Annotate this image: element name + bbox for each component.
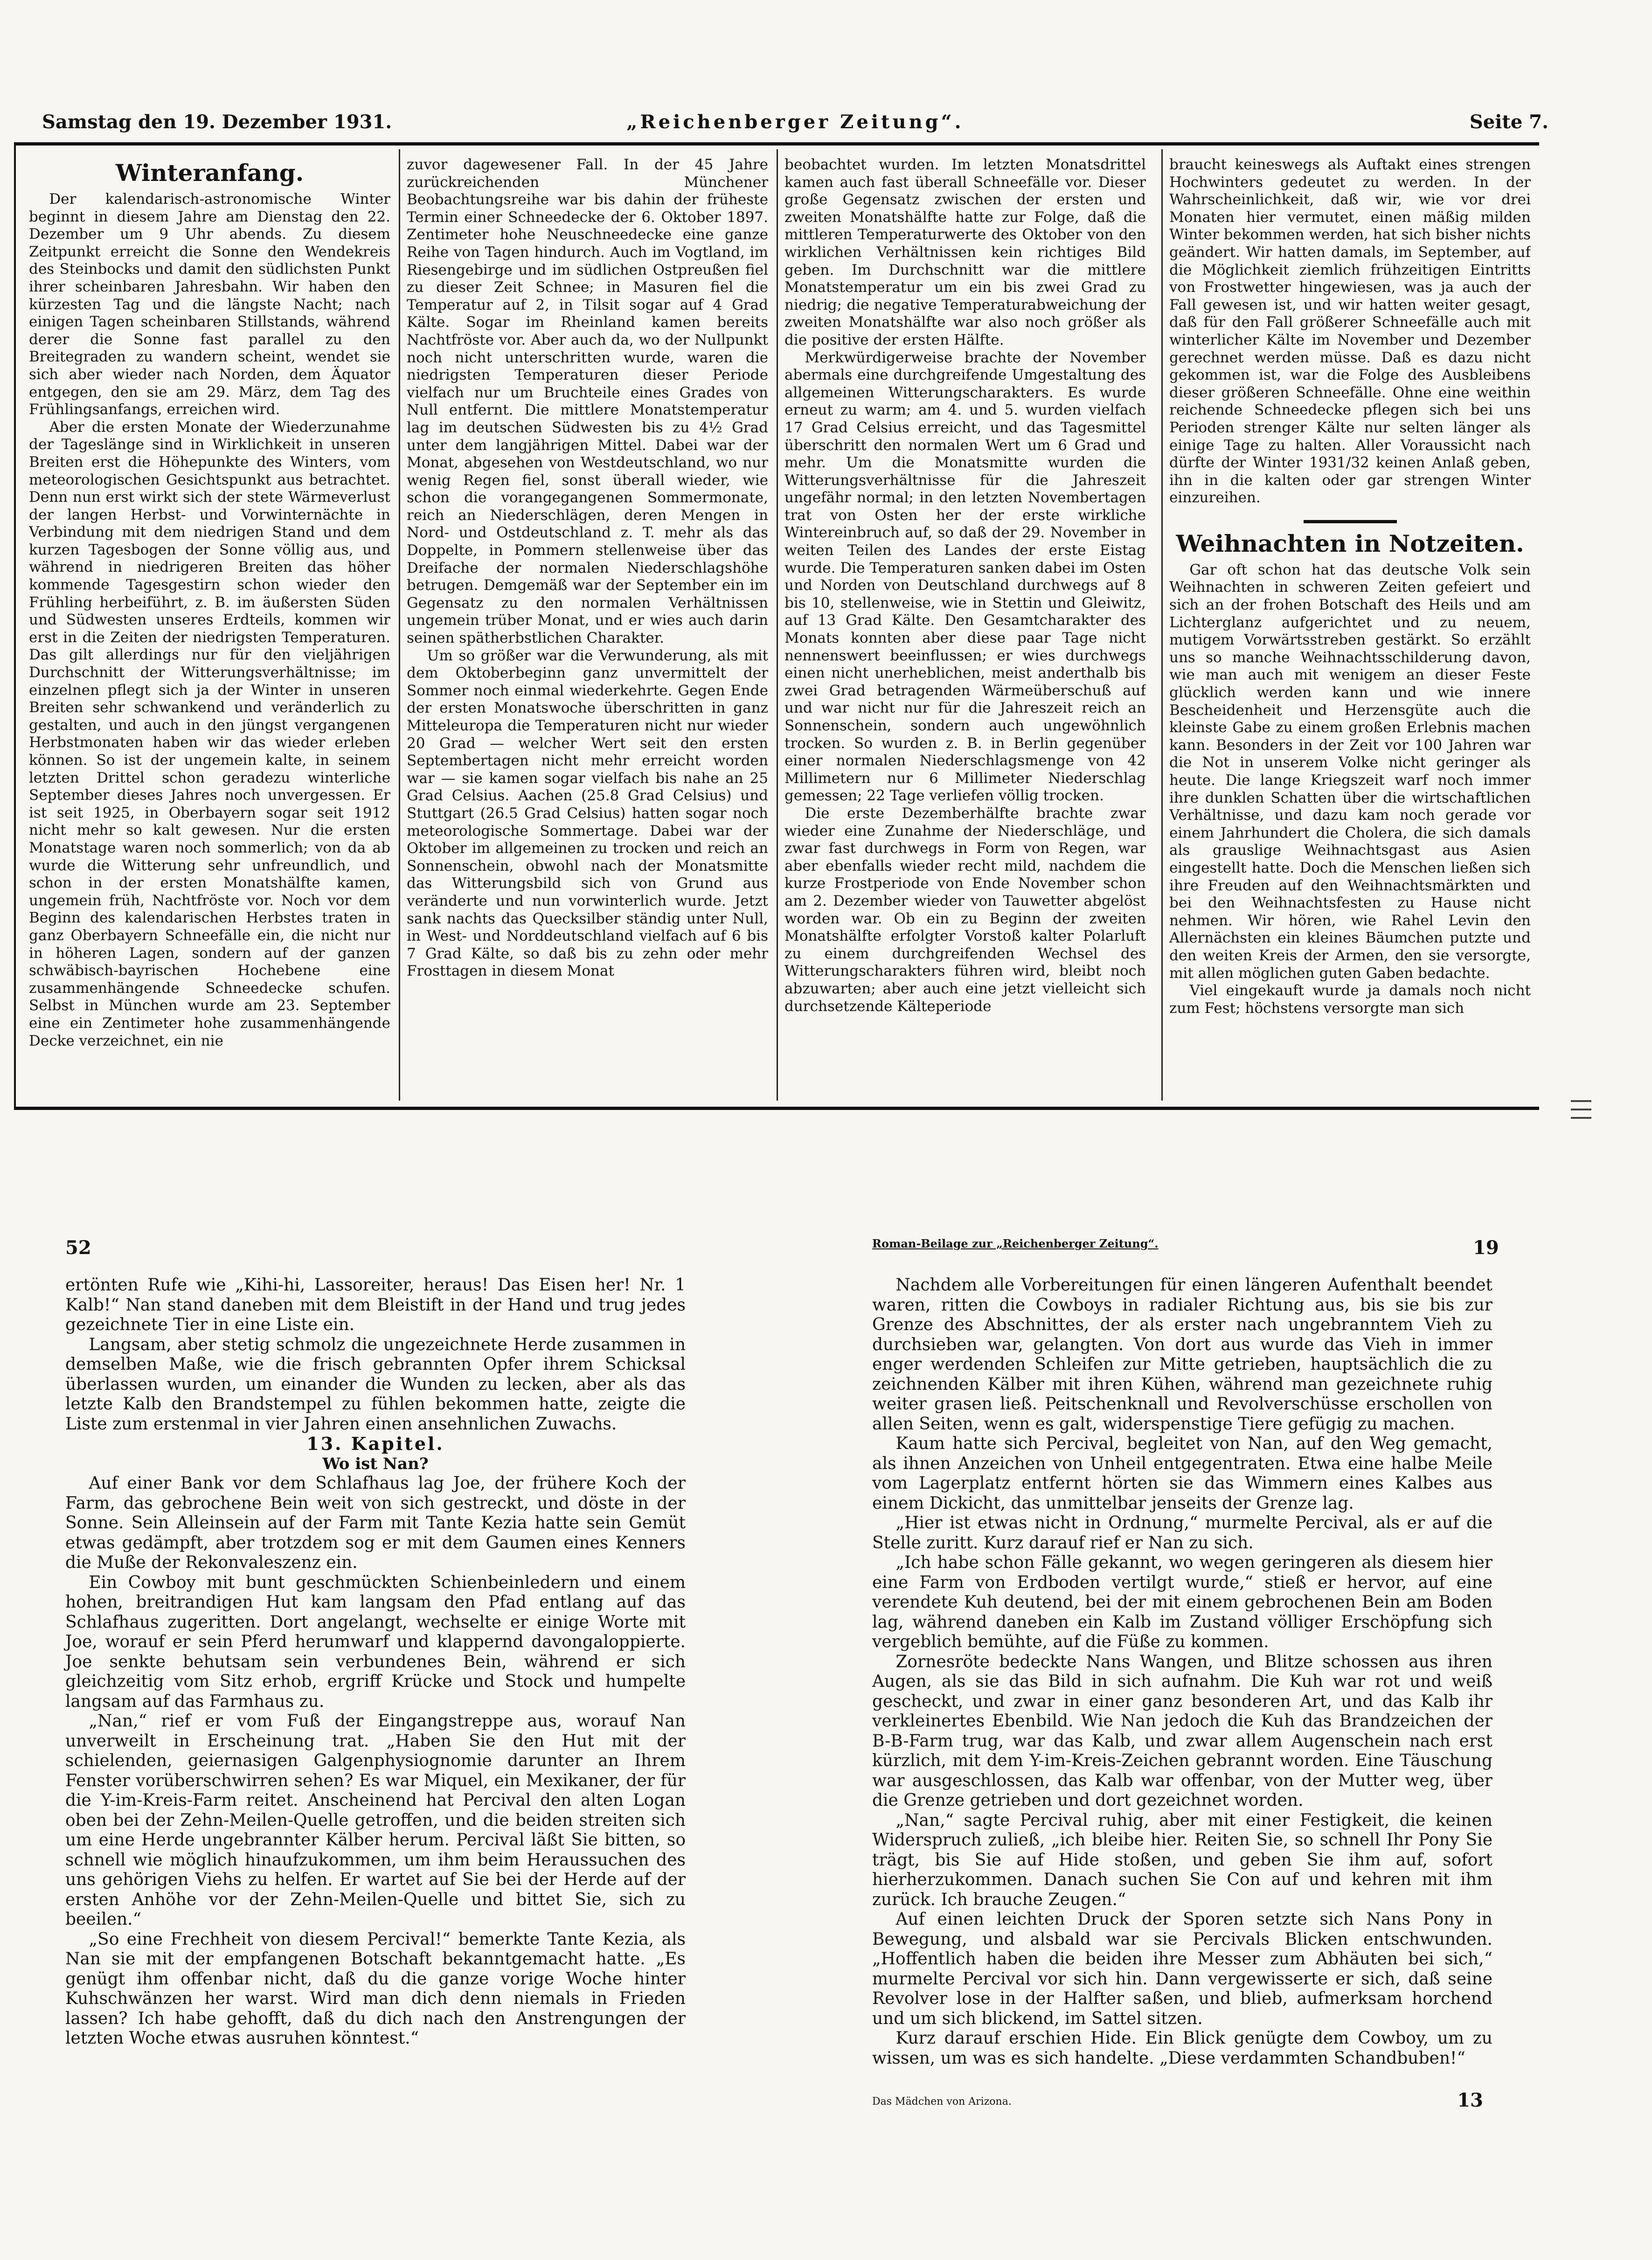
chapter-subheading: Wo ist Nan?: [322, 1454, 429, 1473]
news-column-4: [1169, 156, 1531, 1098]
paragraph: Viel eingekauft wurde ja damals noch nicht zum Fest; höchstens versorgte man sich: [1169, 982, 1531, 1017]
header-page-number: Seite 7.: [1469, 111, 1548, 133]
page-header: [42, 111, 1548, 144]
header-newspaper-title: „Reichenberger Zeitung“.: [626, 111, 964, 133]
paragraph: Langsam, aber stetig schmolz die ungezeichnete Herde zusammen in demselben Maße, wie die frisch gebrannten Opfer ihrem Schicksal überlassen wurden, um einander die Wunden zu lecken, aber als das letzte Kalb den Brandstempel zu fühlen bekommen hatte, zeigte die Liste zum erstenmal in vier Jahren einen ansehnlichen Zuwachs.: [65, 1335, 686, 1434]
chapter-heading: 13. Kapitel.: [306, 1433, 444, 1454]
paragraph: beobachtet wurden. Im letzten Monatsdrittel kamen auch fast überall Schneefälle vor. Dieser große Gegensatz zwischen der ersten und zweiten Monatshälfte hatte zur Folge, daß die mittleren Temperaturwerte des Oktober von den wirklichen Verhältnissen kein richtiges Bild geben. Im Durchschnitt war die mittlere Monatstemperatur um ein bis zwei Grad zu niedrig; die negative Temperaturabweichung der zweiten Monatshälfte war also noch größer als die positive der ersten Hälfte.: [784, 156, 1146, 348]
footer-page-number: 13: [1457, 2089, 1483, 2111]
paragraph: Die erste Dezemberhälfte brachte zwar wieder eine Zunahme der Niederschläge, und zwar fast durchwegs in Form von Regen, war aber ebenfalls wieder recht mild, nachdem die kurze Frostperiode von Ende November schon am 2. Dezember wieder von Tauwetter abgelöst worden war. Ob ein zu Beginn der zweiten Monatshälfte erfolgter Vorstoß kalter Polarluft zu einem durchgreifenden Wechsel des Witterungscharakters führen wird, bleibt noch abzuwarten; aber auch eine jetzt vielleicht sich durchsetzende Kälteperiode: [784, 804, 1146, 1015]
news-column-2: [407, 156, 768, 1098]
footer-book-title: Das Mädchen von Arizona.: [872, 2096, 1012, 2107]
paragraph: Der kalendarisch-astronomische Winter beginnt in diesem Jahre am Dienstag den 22. Dezember um 9 Uhr abends. Zu diesem Zeitpunkt erreicht die Sonne den Wendekreis des Steinbocks und damit den südlichsten Punkt ihrer scheinbaren Jahresbahn. Wir haben den kürzesten Tag und die längste Nacht; nach einigen Tagen scheinbaren Stillstands, während derer die Sonne fast parallel zu den Breitegraden zu wandern scheint, wendet sie sich aber wieder nach Norden, dem Äquator entgegen, den sie am 29. März, dem Tag des Frühlingsanfangs, erreichen wird.: [29, 191, 390, 418]
paragraph: „Hier ist etwas nicht in Ordnung,“ murmelte Percival, als er auf die Stelle zuritt. Kurz darauf rief er Nan zu sich.: [872, 1513, 1492, 1553]
section-divider: [1304, 520, 1397, 523]
novel-left-page: [65, 1276, 686, 2260]
header-date: Samstag den 19. Dezember 1931.: [42, 111, 392, 133]
paragraph: „So eine Frechheit von diesem Percival!“ bemerkte Tante Kezia, als Nan sie mit der empfangenen Botschaft bekanntgemacht hatte. „Es genügt ihm offenbar nicht, daß du die ganze vorige Woche hinter Kuhschwänzen her warst. Wird man dich denn niemals in Frieden lassen? Ich habe gehofft, daß du dich nach den Anstrengungen der letzten Woche etwas ausruhen könntest.“: [65, 1929, 686, 2048]
margin-scan-marks: [1571, 1094, 1594, 1150]
paragraph: Ein Cowboy mit bunt geschmückten Schienbeinledern und einem hohen, breitrandigen Hut kam langsam den Pfad entlang auf das Schlafhaus zugeritten. Dort angelangt, wechselte er einige Worte mit Joe, worauf er sein Pferd herumwarf und klappernd davongaloppierte. Joe senkte behutsam sein verbundenes Bein, während er sich gleichzeitig vom Sitz erhob, ergriff Krücke und Stock und humpelte langsam auf das Farmhaus zu.: [65, 1573, 686, 1711]
paragraph: Um so größer war die Verwunderung, als mit dem Oktoberbeginn ganz unvermittelt der Sommer noch einmal wiederkehrte. Gegen Ende der ersten Monatswoche überschritten in ganz Mitteleuropa die Temperaturen nicht nur wieder 20 Grad — welcher Wert seit den ersten Septembertagen nicht mehr erreicht worden war — sie kamen sogar vielfach bis nahe an 25 Grad Celsius. Aachen (25.8 Grad Celsius) und Stuttgart (26.5 Grad Celsius) hatten sogar noch meteorologische Sommertage. Dabei war der Oktober im allgemeinen zu trocken und reich an Sonnenschein, obwohl nach der Monatsmitte das Witterungsbild sich von Grund aus veränderte und nun vorwinterlich wurde. Jetzt sank nachts das Quecksilber ständig unter Null, in West- und Norddeutschland vielfach auf 6 bis 7 Grad Kälte, so daß bis zu zehn oder mehr Frosttagen in diesem Monat: [407, 647, 768, 980]
paragraph: Aber die ersten Monate der Wiederzunahme der Tageslänge sind in Wirklichkeit in unseren Breiten erst die Höhepunkte des Winters, vom meteorologischen Gesichtspunkt aus betrachtet. Denn nun erst wirkt sich der stete Wärmeverlust der langen Herbst- und Vorwinternächte in Verbindung mit dem niedrigen Stand und dem kurzen Tagesbogen der Sonne völlig aus, und während in niedrigeren Breiten das höher kommende Tagesgestirn schon wieder den Frühling herbeiführt, z. B. im äußersten Süden und Südwesten unseres Erdteils, kommen wir erst in die Zeiten der niedrigsten Temperaturen. Das gilt allerdings nur für den vieljährigen Durchschnitt der Witterungsverhältnisse; im einzelnen pflegt sich ja der Winter in unseren Breiten sehr schwankend und veränderlich zu gestalten, und auch in den jüngst vergangenen Herbstmonaten haben wir das wieder erleben können. So ist der ungemein kalte, in seinem letzten Drittel schon geradezu winterliche September dieses Jahres noch unvergessen. Er ist seit 1925, in Oberbayern sogar seit 1912 nicht mehr so kalt gewesen. Nur die ersten Monatstage waren noch sommerlich; von da ab wurde die Witterung sehr unfreundlich, und schon in der ersten Monatshälfte kamen, ungemein früh, Nachtfröste vor. Noch vor dem Beginn des kalendarischen Herbstes traten in ganz Oberbayern Schneefälle ein, die nicht nur in höheren Lagen, sondern auf der ganzen schwäbisch-bayrischen Hochebene eine zusammenhängende Schneedecke schufen. Selbst in München wurde am 23. September eine ein Zentimeter hohe zusammenhängende Decke verzeichnet, ein nie: [29, 418, 390, 1049]
novel-footer: [872, 2089, 1483, 2113]
paragraph: Merkwürdigerweise brachte der November abermals eine durchgreifende Umgestaltung des allgemeinen Witterungscharakters. Es wurde erneut zu warm; am 4. und 5. wurden vielfach 17 Grad Celsius erreicht, und das Tagesmittel überschritt den normalen Wert um 6 Grad und mehr. Um die Monatsmitte wurden die Witterungsverhältnisse für die Jahreszeit ungefähr normal; in den letzten Novembertagen trat von Osten her der erste wirkliche Wintereinbruch auf, so daß der 29. November in weiten Teilen des Landes der erste Eistag wurde. Die Temperaturen sanken dabei im Osten und Norden von Deutschland durchwegs auf 8 bis 10, stellenweise, wie in Stettin und Gleiwitz, auf 13 Grad Kälte. Den Gesamtcharakter des Monats konnten aber diese paar Tage nicht nennenswert beeinflussen; er wies durchwegs einen nicht unerheblichen, meist anderthalb bis zwei Grad betragenden Wärmeüberschuß auf und war nicht nur für die Jahreszeit reich an Sonnenschein, sondern auch ungewöhnlich trocken. So wurden z. B. in Berlin gegenüber einer normalen Niederschlagsmenge von 42 Millimetern nur 6 Millimeter Niederschlag gemessen; 22 Tage verliefen völlig trocken.: [784, 349, 1146, 804]
article-title-weihnachten: Weihnachten in Notzeiten.: [1176, 529, 1524, 557]
paragraph: zuvor dagewesener Fall. In der 45 Jahre zurückreichenden Münchener Beobachtungsreihe war bis dahin der früheste Termin einer Schneedecke der 6. Oktober 1897. Zentimeter hohe Neuschneedecke eine ganze Reihe von Tagen hindurch. Auch im Vogtland, im Riesengebirge und im südlichen Ostpreußen fiel zu dieser Zeit Schnee; in Masuren fiel die Temperatur auf 2, in Tilsit sogar auf 4 Grad Kälte. Sogar im Rheinland kamen bereits Nachtfröste vor. Aber auch da, wo der Nullpunkt noch nicht unterschritten wurde, waren die niedrigsten Temperaturen dieser Periode vielfach nur um Bruchteile eines Grades von Null entfernt. Die mittlere Monatstemperatur lag im deutschen Südwesten bis zu 4½ Grad unter dem langjährigen Mittel. Dabei war der Monat, abgesehen von Westdeutschland, wo nur wenig Regen fiel, sonst überall wieder, wie schon die vorangegangenen Sommermonate, reich an Niederschlägen, deren Mengen in Nord- und Ostdeutschland z. T. mehr als das Doppelte, in Pommern stellenweise über das Dreifache der normalen Niederschlagshöhe betrugen. Demgemäß war der September ein im Gegensatz zu den normalen Verhältnissen ungemein trüber Monat, und er wies auch darin seinen spätherbstlichen Charakter.: [407, 156, 768, 647]
paragraph: Auf einer Bank vor dem Schlafhaus lag Joe, der frühere Koch der Farm, das gebrochene Bein weit von sich gestreckt, und döste in der Sonne. Sein Alleinsein auf der Farm mit Tante Kezia hatte sein Gemüt etwas gedämpft, aber trotzdem sog er mit dem Gaumen eines Kenners die Muße der Rekonvaleszenz ein.: [65, 1474, 686, 1572]
paragraph: „Ich habe schon Fälle gekannt, wo wegen geringeren als diesem hier eine Farm von Erdboden vertilgt wurde,“ stieß er hervor, auf eine verendete Kuh deutend, bei der mit einem gebrochenen Bein am Boden lag, während daneben ein Kalb im Zustand völliger Erschöpfung sich vergeblich bemühte, auf die Füße zu kommen.: [872, 1553, 1492, 1651]
article-title-winteranfang: Winteranfang.: [115, 159, 304, 187]
paragraph: Gar oft schon hat das deutsche Volk sein Weihnachten in schweren Zeiten gefeiert und sich an der frohen Botschaft des Heils und am Lichterglanz aufgerichtet und zu neuem, mutigem Vorwärtsstreben gestärkt. So erzählt uns so manche Weihnachtsschilderung davon, wie man auch mit wenigem an dieser Feste glücklich werden kann und wie innere Bescheidenheit und Herzensgüte auch die kleinste Gabe zu einem großen Erlebnis machen kann. Besonders in der Zeit vor 100 Jahren war die Not in unserem Volke nicht geringer als heute. Die lange Kriegszeit warf noch immer ihre dunklen Schatten über die wirtschaftlichen Verhältnisse, und dazu kam noch gerade vor einem Jahrhundert die Cholera, die sich damals als grauslige Weihnachtsgast aus Asien eingestellt hatte. Doch die Menschen ließen sich ihre Freuden auf den Weihnachtsmärkten und bei den Weihnachtsfesten zu Hause nicht nehmen. Wir hören, wie Rahel Levin den Allernächsten ein kleines Bäumchen putzte und den weiten Kreis der Armen, den sie versorgte, mit allen möglichen guten Gaben bedachte.: [1169, 561, 1531, 982]
paragraph: „Nan,“ rief er vom Fuß der Eingangstreppe aus, worauf Nan unverweilt in Erscheinung trat. „Haben Sie den Hut mit der schielenden, geiernasigen Galgenphysiognomie darunter an Ihrem Fenster vorüberschwirren sehen? Es war Miquel, ein Mexikaner, der für die Y-im-Kreis-Farm reitet. Anscheinend hat Percival den alten Logan oben bei der Zehn-Meilen-Quelle getroffen, und die beiden streiten sich um eine Herde ungebrannter Kälber herum. Percival läßt Sie bitten, so schnell wie möglich hinaufzukommen, um ihm beim Heraussuchen des uns gehörigen Viehs zu helfen. Er wartet auf Sie bei der Herde auf der ersten Anhöhe vor der Zehn-Meilen-Quelle und bittet Sie, sich zu beeilen.“: [65, 1712, 686, 1929]
paragraph: „Nan,“ sagte Percival ruhig, aber mit einer Festigkeit, die keinen Widerspruch zuließ, „ich bleibe hier. Reiten Sie, so schnell Ihr Pony Sie trägt, bis Sie auf Hide stoßen, und geben Sie ihm auf, sofort hierherzukommen. Danach suchen Sie Con auf und kehren mit ihm zurück. Ich brauche Zeugen.“: [872, 1810, 1492, 1909]
column-divider: [1161, 149, 1163, 1101]
paragraph: Nachdem alle Vorbereitungen für einen längeren Aufenthalt beendet waren, ritten die Cowboys in radialer Richtung aus, bis sie bis zur Grenze des Abschnittes, der als erster nach ungebranntem Vieh zu durchsieben war, gelangten. Von dort aus wurde das Vieh in immer enger werdenden Schleifen zur Mitte getrieben, hauptsächlich die zu zeichnenden Kälber mit ihren Kühen, während man gezeichnete ruhig weiter grasen ließ. Peitschenknall und Revolverschüsse erschollen von allen Seiten, wenn es galt, widerspenstige Tiere gefügig zu machen.: [872, 1276, 1492, 1434]
paragraph: Zornesröte bedeckte Nans Wangen, und Blitze schossen aus ihren Augen, als sie das Bild in sich aufnahm. Die Kuh war rot und weiß gescheckt, und zwar in einer ganz besonderen Art, und das Kalb ihr verkleinertes Ebenbild. Wie Nan jedoch die Kuh das Brandzeichen der B-B-Farm trug, war das Kalb, und zwar allem Augenschein nach erst kürzlich, mit dem Y-im-Kreis-Zeichen gebrannt worden. Eine Täuschung war ausgeschlossen, das Kalb war offenbar, von der Mutter weg, über die Grenze getrieben und dort gezeichnet worden.: [872, 1652, 1492, 1810]
novel-right-page-number: 19: [1473, 1237, 1499, 1259]
paragraph: Kaum hatte sich Percival, begleitet von Nan, auf den Weg gemacht, als ihnen Anzeichen von Unheil entgegentraten. Etwa eine halbe Meile vom Lagerplatz entfernt hörten sie das Wimmern eines Kalbes aus einem Dickicht, das unmittelbar jenseits der Grenze lag.: [872, 1434, 1492, 1513]
news-column-1: [29, 156, 390, 1098]
news-column-3: [784, 156, 1146, 1098]
column-divider: [777, 149, 778, 1101]
supplement-header: Roman-Beilage zur „Reichenberger Zeitung“.: [872, 1237, 1159, 1250]
paragraph: braucht keineswegs als Auftakt eines strengen Hochwinters gedeutet zu werden. In der Wahrscheinlichkeit, daß wir, wie vor drei Monaten hier vermutet, einen mäßig milden Winter bekommen werden, hat sich bisher nichts geändert. Wir hatten damals, im September, auf die Möglichkeit ziemlich frühzeitigen Eintritts von Frostwetter hingewiesen, was ja auch der Fall gewesen ist, und wir hatten weiter gesagt, daß für den Fall größerer Schneefälle auch mit winterlicher Kälte im November und Dezember gerechnet werden müsse. Daß es dazu nicht gekommen ist, war die Folge des Ausbleibens dieser größeren Schneefälle. Ohne eine weithin reichende Schneedecke pflegen sich bei uns Perioden strenger Kälte nur selten länger als einige Tage zu halten. Aller Voraussicht nach dürfte der Winter 1931/32 keinen Anlaß geben, ihn in die kalten oder gar strengen Winter einzureihen.: [1169, 156, 1531, 506]
column-divider: [399, 149, 400, 1101]
paragraph: ertönten Rufe wie „Kihi-hi, Lassoreiter, heraus! Das Eisen her! Nr. 1 Kalb!“ Nan stand daneben mit dem Bleistift in der Hand und trug jedes gezeichnete Tier in eine Liste ein.: [65, 1276, 686, 1334]
paragraph: Auf einen leichten Druck der Sporen setzte sich Nans Pony in Bewegung, und alsbald war sie Percivals Blicken entschwunden. „Hoffentlich haben die beiden ihre Messer zum Abhäuten bei sich,“ murmelte Percival vor sich hin. Dann vergewisserte er sich, daß seine Revolver lose in der Halfter saßen, und blieb, aufmerksam horchend und um sich blickend, im Sattel sitzen.: [872, 1910, 1492, 2028]
paragraph: Kurz darauf erschien Hide. Ein Blick genügte dem Cowboy, um zu wissen, um was es sich handelte. „Diese verdammten Schandbuben!“: [872, 2029, 1492, 2068]
novel-left-page-number: 52: [65, 1237, 91, 1259]
